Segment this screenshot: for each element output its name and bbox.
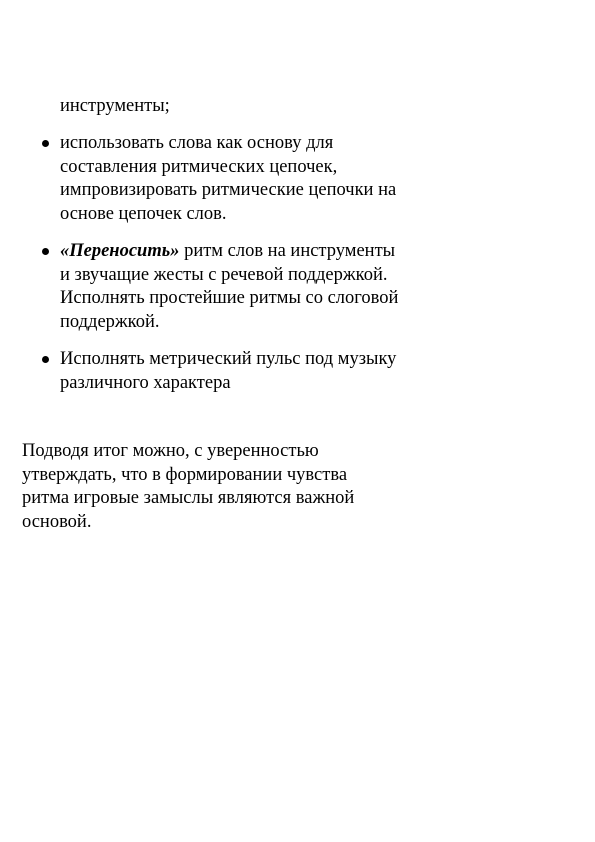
bullet-emphasis: «Переносить» [60, 241, 180, 261]
bullet-icon [42, 356, 49, 363]
bullet-icon [42, 248, 49, 255]
bullet-text: ритм слов на инструменты и звучащие жесты с речевой поддержкой. Исполнять простейшие ритмы со слоговой поддержкой. [60, 241, 399, 332]
bullet-text: Исполнять метрический пульс под музыку различного характера [60, 349, 397, 393]
conclusion-paragraph: Подводя итог можно, с уверенностью утверждать, что в формировании чувства ритма игровые замыслы являются важной основой. [22, 441, 355, 532]
list-item [0, 240, 405, 334]
list-item [0, 348, 405, 395]
continuation-text: инструменты; [60, 96, 170, 116]
bullet-text: использовать слова как основу для составления ритмических цепочек, импровизировать ритмические цепочки на основе цепочек слов. [60, 133, 397, 224]
bullet-list [0, 132, 595, 395]
bullet-icon [42, 140, 49, 147]
list-item [0, 132, 405, 226]
